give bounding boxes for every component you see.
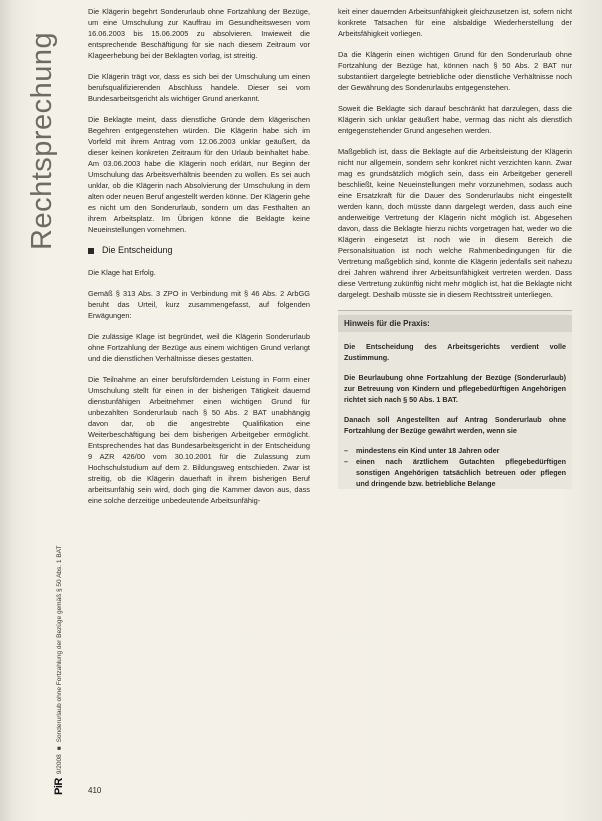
- left-column: [88, 6, 310, 516]
- right-column: [338, 6, 572, 489]
- paragraph: Gemäß § 313 Abs. 3 ZPO in Verbindung mit § 46 Abs. 2 ArbGG beruht das Urteil, kurz zusammengefasst, auf folgenden Erwägungen:: [88, 289, 310, 320]
- paragraph: keit einer dauernden Arbeitsunfähigkeit gleichzusetzen ist, sofern nicht konkrete Tatsachen für eine alsbaldige Wiederherstellung der Arbeitsfähigkeit vorliegen.: [338, 7, 572, 38]
- square-bullet-icon: [88, 248, 94, 254]
- separator-icon: ■: [55, 746, 63, 751]
- journal-footer: [53, 546, 65, 795]
- paragraph: Die Klage hat Erfolg.: [88, 268, 156, 277]
- paragraph: Die zulässige Klage ist begründet, weil die Klägerin Sonderurlaub ohne Fortzahlung der Bezüge aus einem wichtigen Grund verlangt und die dienstlichen Verhältnisse dieses gestatten.: [88, 332, 310, 363]
- paragraph: Die Teilnahme an einer berufsfördernden Leistung in Form einer Umschulung stellt für einen in der bisherigen Tätigkeit dauernd dienstunfähigen Arbeitnehmer einen wichtigen Grund für unbezahlten Sonderurlaub nach § 50 Abs. 2 BAT unabhängig davon dar, ob die angestrebte Qualifikation eine Weiterbeschäftigung bei dem bisherigen Arbeitgeber ermöglicht. Entsprechendes hat das Bundesarbeitsgericht in der Entscheidung 9 AZR 426/00 vom 30.10.2001 für die Zulassung zum Hochschulstudium auf dem 2. Bildungsweg entschieden. Zwar ist streitig, ob die Klägerin dauerhaft in ihrem bisherigen Beruf arbeitsunfähig sein wird, doch ging die Kammer davon aus, dass eine solche derzeitige unbedeutende Arbeitsunfähig-: [88, 375, 310, 505]
- hint-paragraph: Danach soll Angestellten auf Antrag Sonderurlaub ohne Fortzahlung der Bezüge gewährt werden, wenn sie: [344, 415, 566, 435]
- hint-list: [338, 445, 572, 489]
- paragraph: Die Klägerin trägt vor, dass es sich bei der Umschulung um einen berufsqualifizierenden Abschluss handele. Dieser sei vom Bundesarbeitsgericht als wichtiger Grund anerkannt.: [88, 72, 310, 103]
- issue-number: 9/2008: [55, 754, 63, 775]
- paragraph: Die Beklagte meint, dass dienstliche Gründe dem klägerischen Begehren entgegenstehen würden. Die Klägerin habe sich im Vorfeld mit ihrem Antrag vom 12.06.2003 unklar geäußert, da dieser keinen konkreten Zeitraum für den Urlaub beinhaltet habe. Am 03.06.2003 habe die Klägerin noch erklärt, nur Beginn der Umschulung das Arbeitsverhältnis beenden zu wollen. Es sei auch unklar, ob die Klägerin nach Absolvierung der Umschulung in dem alten oder neuen Beruf angestellt werden könne. Der Klägerin gehe es nicht um den Sonderurlaub, sondern um das Festhalten an ihrem Arbeitsplatz. Im Übrigen könne die Beklagte keine Neueinstellungen vornehmen.: [88, 115, 310, 234]
- paragraph: Soweit die Beklagte sich darauf beschränkt hat darzulegen, dass die Klägerin sich unklar geäußert habe, vermag das nicht als dienstlich entgegenstehender Grund angesehen werden.: [338, 104, 572, 135]
- list-item: – einen nach ärztlichem Gutachten pflegebedürftigen sonstigen Angehörigen tatsächlich betreuen oder pflegen und dringende bzw. betriebliche Belange: [344, 456, 566, 489]
- practice-hint-box: [338, 310, 572, 489]
- running-head: Sonderurlaub ohne Fortzahlung der Bezüge gemäß § 50 Abs. 1 BAT: [55, 545, 63, 743]
- section-heading: [88, 245, 310, 256]
- page-number: 410: [88, 786, 102, 795]
- heading-text: Die Entscheidung: [102, 245, 173, 255]
- journal-logo: PiR: [53, 778, 65, 795]
- section-title: Rechtsprechung: [26, 31, 58, 250]
- paragraph: Maßgeblich ist, dass die Beklagte auf die Arbeitsleistung der Klägerin nicht nur allgemein, sondern sehr konkret nicht verzichten kann. Zwar mag es grundsätzlich möglich sein, dass ein Arbeitgeber generell beschließt, keine Neueinstellungen mehr vorzunehmen, sodass auch eine Ersatzkraft für die Dauer des Sonderurlaubs nicht eingestellt werden kann, doch müsste dann dargelegt werden, dass auch eine anderweitige Vertretung der Klägerin nicht möglich ist. Abgesehen davon, dass die Beklagte hierzu nichts vorgetragen hat, weder wo die Klägerin eingesetzt ist noch wie in diesem Bereich die Personalsituation ist noch welche Rahmenbedingungen für die Vertretung maßgeblich sind, konnte die Klägerin jedenfalls seit nahezu drei Jahren während ihrer Arbeitsunfähigkeit vertreten werden. Dass diese Vertretung zukünftig nicht mehr möglich ist, hat die Beklagte nicht dargelegt. Deshalb müsste sie in diesem Rechtsstreit unterliegen.: [338, 147, 572, 299]
- hint-paragraph: Die Beurlaubung ohne Fortzahlung der Bezüge (Sonderurlaub) zur Betreuung von Kindern und pflegebedürftigen Angehörigen richtet sich nach § 50 Abs. 1 BAT.: [344, 373, 566, 404]
- paragraph: Da die Klägerin einen wichtigen Grund für den Sonderurlaub ohne Fortzahlung der Bezüge hat, können nach § 50 Abs. 2 BAT nur substantiiert dargelegte betriebliche oder dienstliche Verhältnisse noch der Gewährung des Sonderurlaubs entgegenstehen.: [338, 50, 572, 92]
- list-item: – mindestens ein Kind unter 18 Jahren oder: [344, 445, 566, 456]
- hint-paragraph: Die Entscheidung des Arbeitsgerichts verdient volle Zustimmung.: [344, 342, 566, 362]
- hint-title: Hinweis für die Praxis:: [338, 315, 572, 332]
- paragraph: Die Klägerin begehrt Sonderurlaub ohne Fortzahlung der Bezüge, um eine Umschulung zur Kauffrau im Gesundheitswesen vom 16.06.2003 bis 15.06.2005 zu absolvieren. Inwieweit die entsprechende Beschäftigung für sie nach diesem Zeitraum vor Klageerhebung bei der Beklagten vorlag, ist streitig.: [88, 7, 310, 60]
